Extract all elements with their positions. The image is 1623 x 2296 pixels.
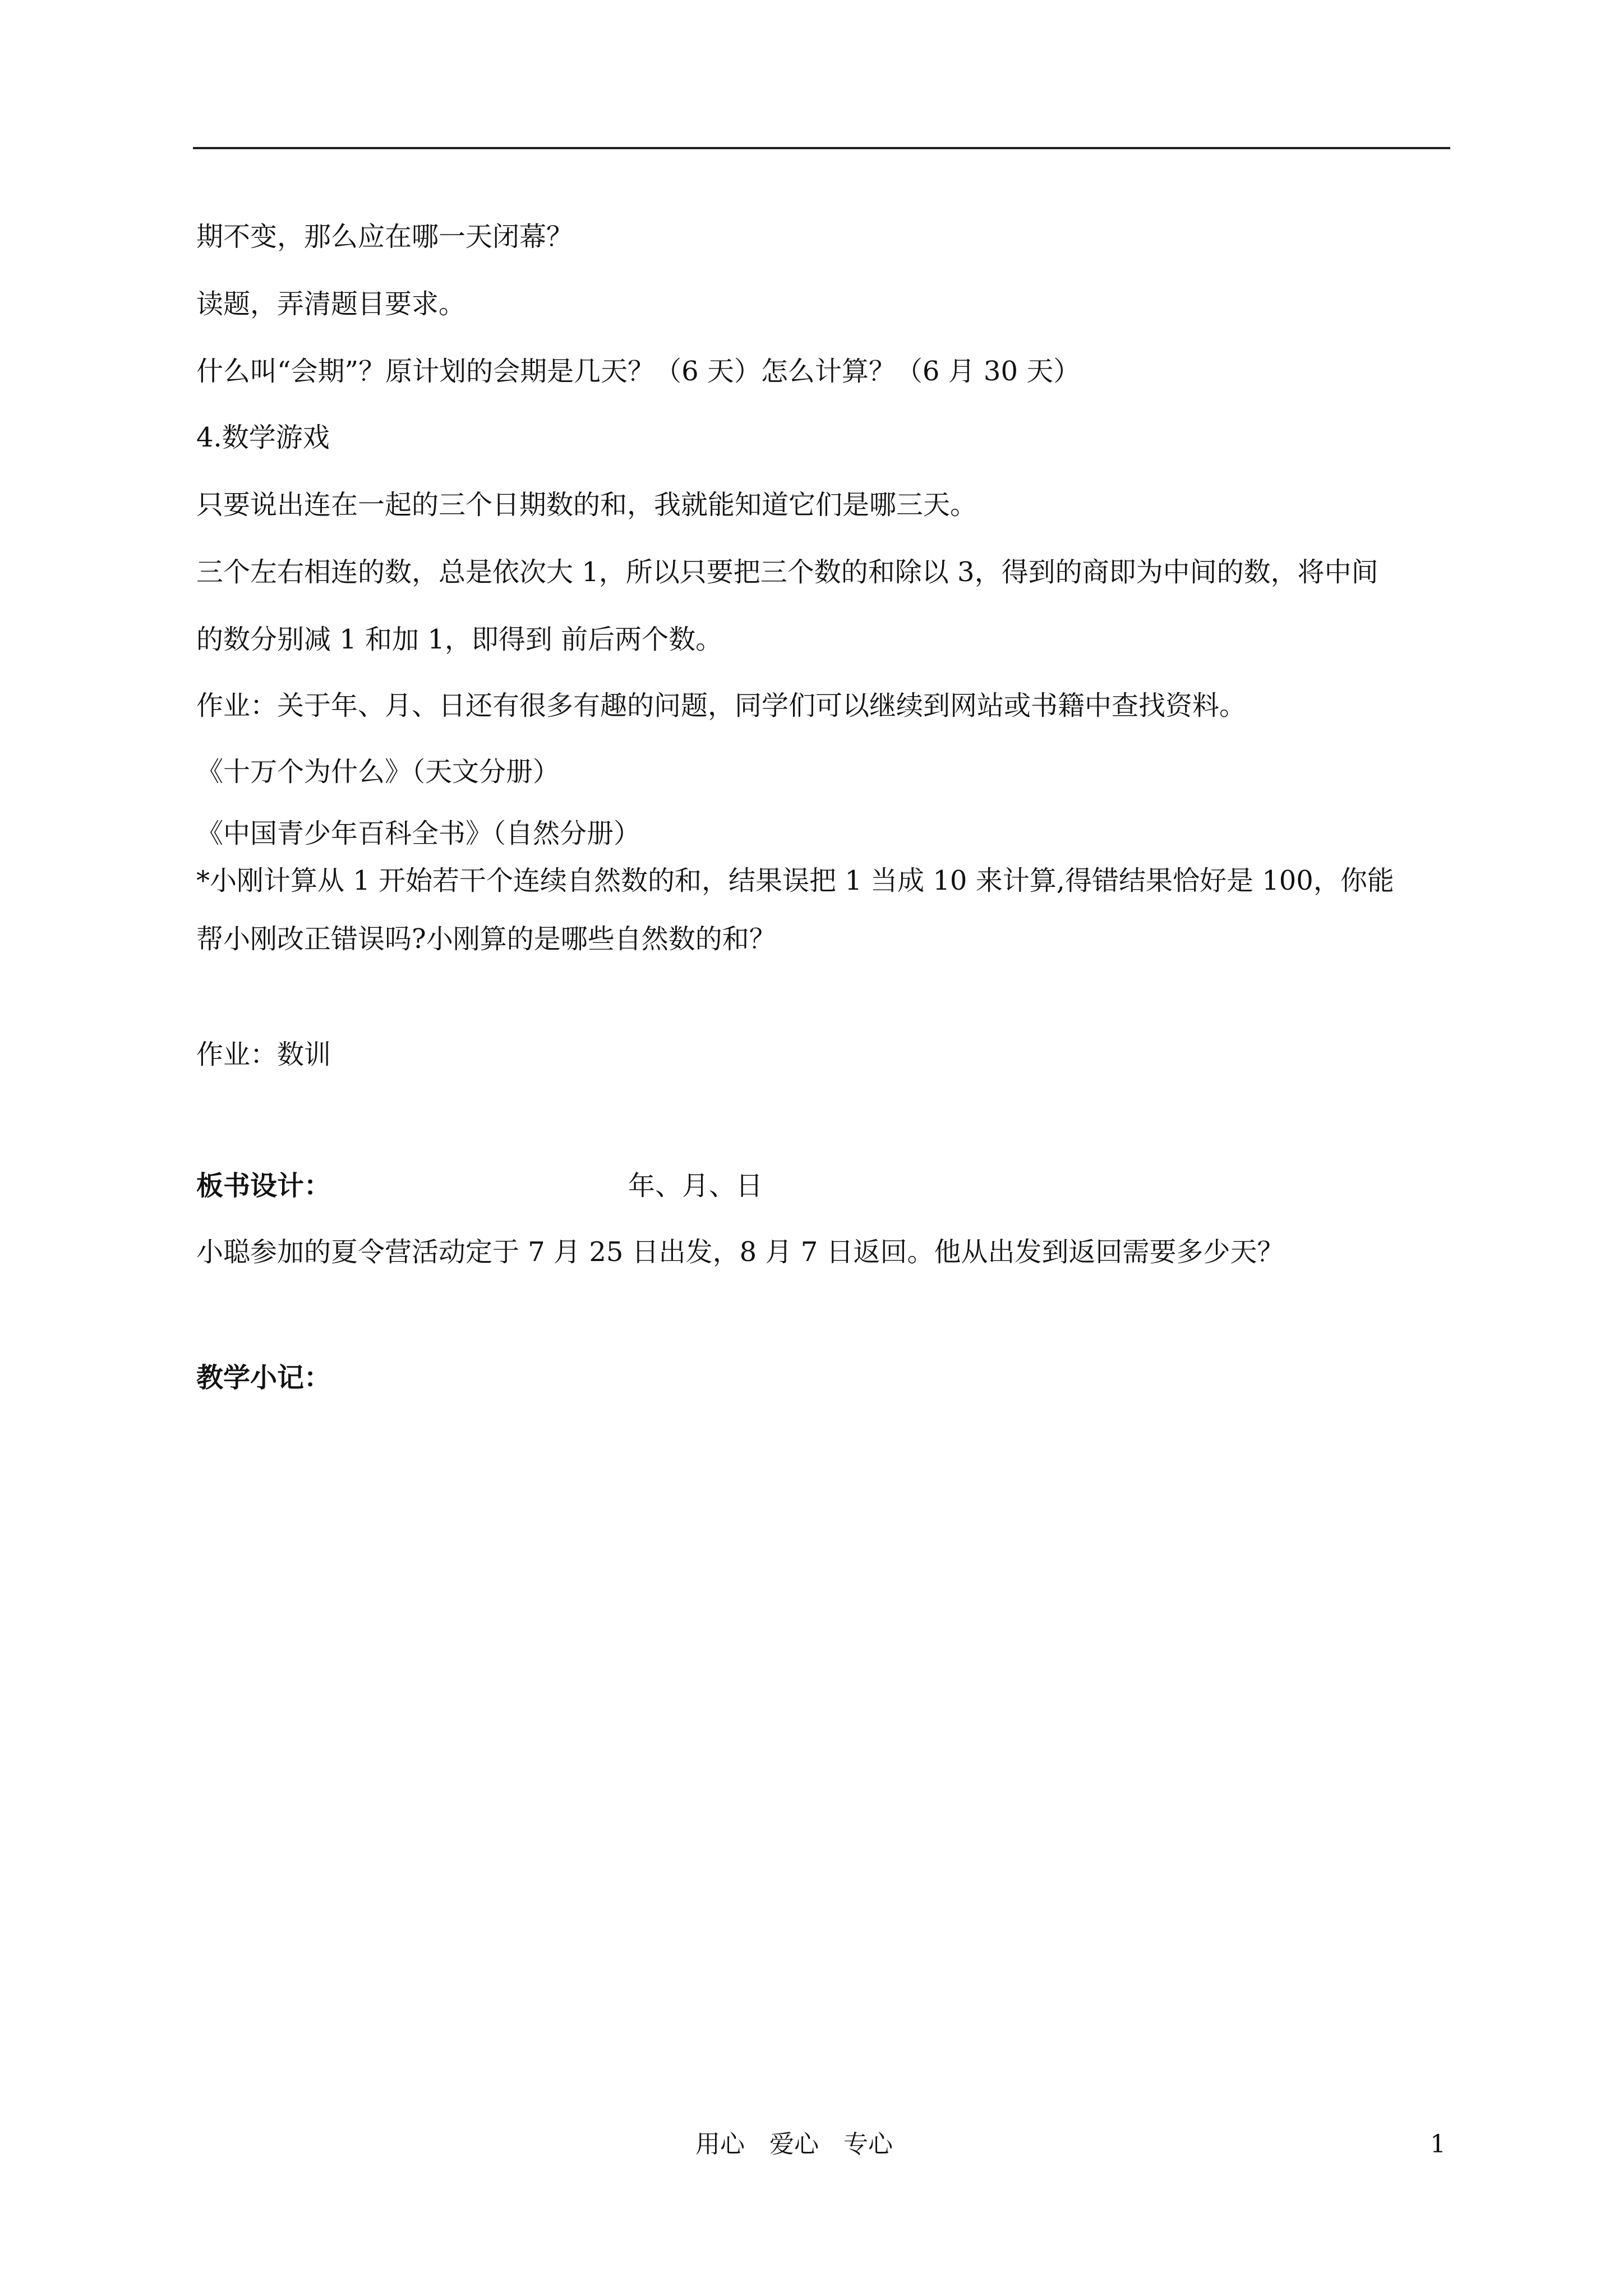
text-line: 期不变，那么应在哪一天闭幕？ <box>196 221 574 252</box>
text-line: 只要说出连在一起的三个日期数的和，我就能知道它们是哪三天。 <box>196 489 978 521</box>
text-line: *小刚计算从 1 开始若干个连续自然数的和，结果误把 1 当成 10 来计算,得错结果恰好是 100，你能 <box>196 865 1394 896</box>
text-line: 帮小刚改正错误吗?小刚算的是哪些自然数的和？ <box>196 923 776 955</box>
board-question: 小聪参加的夏令营活动定于 7 月 25 日出发，8 月 7 日返回。他从出发到返回需要多少天？ <box>196 1236 1284 1268</box>
text-line: 读题，弄清题目要求。 <box>196 288 466 320</box>
book-reference: 《十万个为什么》（天文分册） <box>196 756 560 788</box>
teaching-notes-label: 教学小记： <box>196 1362 331 1393</box>
text-line: 三个左右相连的数，总是依次大 1，所以只要把三个数的和除以 3，得到的商即为中间的数，将中间 <box>196 556 1378 588</box>
text-line: 的数分别减 1 和加 1，即得到 前后两个数。 <box>196 624 723 655</box>
homework-line: 作业：关于年、月、日还有很多有趣的问题，同学们可以继续到网站或书籍中查找资料。 <box>196 690 1247 721</box>
text-line: 什么叫“会期”？原计划的会期是几天？（6 天）怎么计算？（6 月 30 天） <box>196 356 1081 387</box>
board-title: 年、月、日 <box>628 1170 763 1202</box>
book-reference: 《中国青少年百科全书》（自然分册） <box>196 818 641 849</box>
header-rule <box>193 147 1450 149</box>
board-design-label: 板书设计： <box>196 1170 331 1202</box>
homework-line: 作业：数训 <box>196 1039 331 1070</box>
footer-motto: 用心 爱心 专心 <box>695 2130 893 2159</box>
section-heading: 4.数学游戏 <box>196 422 330 453</box>
page-number: 1 <box>1430 2130 1446 2159</box>
